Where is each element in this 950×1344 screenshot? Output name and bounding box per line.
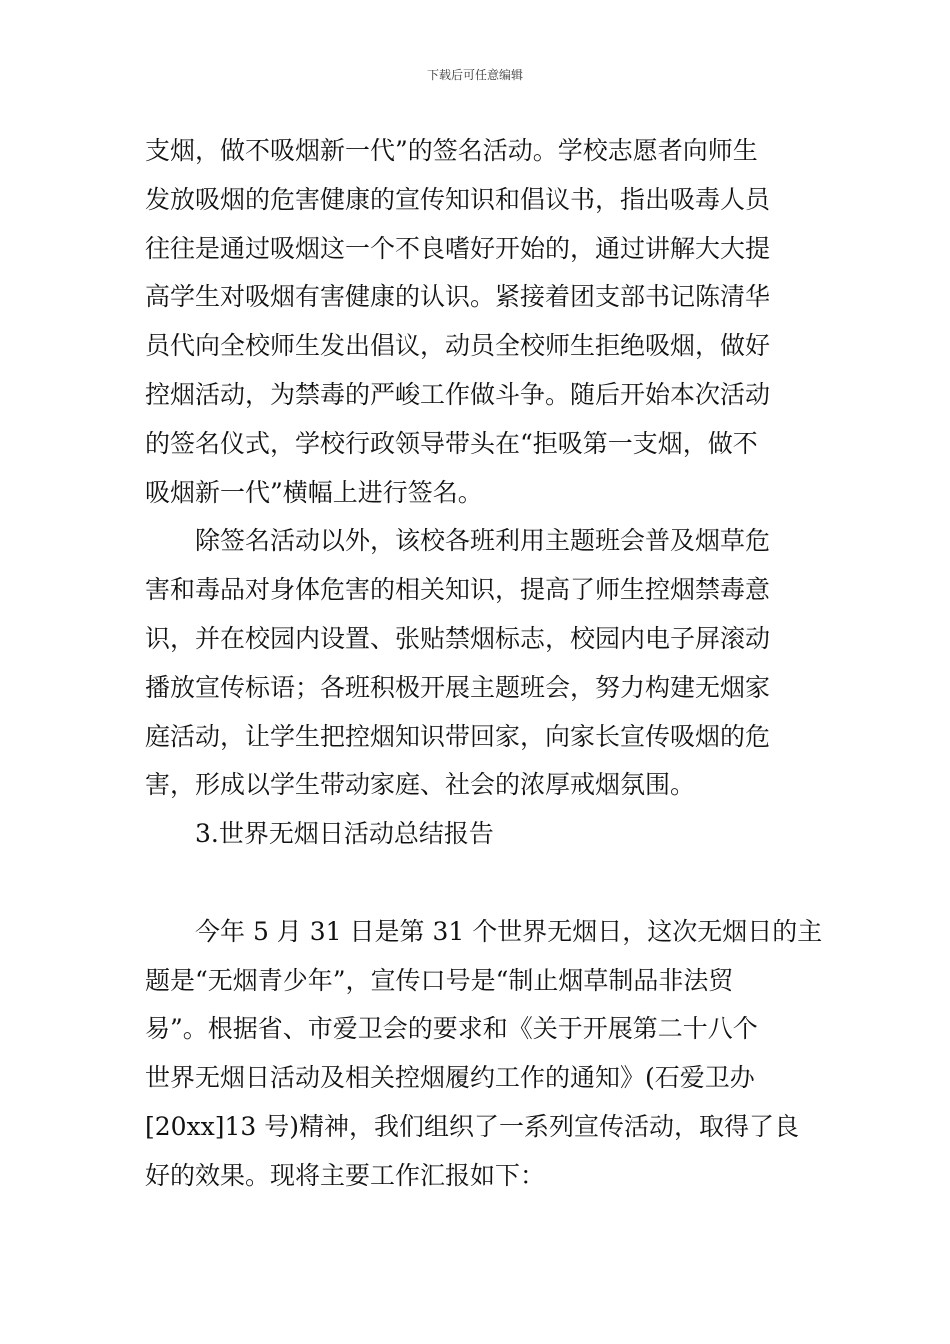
text-line: 识，并在校园内设置、张贴禁烟标志，校园内电子屏滚动: [145, 623, 771, 653]
text-line: 害，形成以学生带动家庭、社会的浓厚戒烟氛围。: [145, 770, 696, 800]
text-line: 今年 5 月 31 日是第 31 个世界无烟日，这次无烟日的主: [195, 916, 823, 946]
paragraph-2: [145, 517, 810, 810]
text-line: 高学生对吸烟有害健康的认识。紧接着团支部书记陈清华: [145, 282, 771, 312]
paragraph-1: [145, 127, 810, 517]
text-line: 控烟活动，为禁毒的严峻工作做斗争。随后开始本次活动: [145, 379, 771, 409]
text-line: 除签名活动以外，该校各班利用主题班会普及烟草危: [195, 526, 771, 556]
blank-line: [145, 859, 810, 908]
text-line: 题是“无烟青少年”，宣传口号是“制止烟草制品非法贸: [145, 965, 734, 995]
text-line: 发放吸烟的危害健康的宣传知识和倡议书，指出吸毒人员: [145, 184, 771, 214]
text-line: 支烟，做不吸烟新一代”的签名活动。学校志愿者向师生: [145, 136, 758, 165]
paragraph-3: [145, 908, 823, 1201]
section-heading: [145, 810, 810, 859]
text-line: 害和毒品对身体危害的相关知识，提高了师生控烟禁毒意: [145, 575, 771, 605]
text-line: 播放宣传标语；各班积极开展主题班会，努力构建无烟家: [145, 672, 771, 702]
text-line: 吸烟新一代”横幅上进行签名。: [145, 477, 483, 507]
text-line: 往往是通过吸烟这一个不良嗜好开始的，通过讲解大大提: [145, 233, 771, 263]
section-heading-text: 3.世界无烟日活动总结报告: [195, 819, 494, 849]
page-header: 下载后可任意编辑: [426, 68, 523, 82]
text-line: 世界无烟日活动及相关控烟履约工作的通知》(石爱卫办: [145, 1063, 755, 1093]
text-line: 易”。根据省、市爱卫会的要求和《关于开展第二十八个: [145, 1014, 758, 1044]
text-line: 庭活动，让学生把控烟知识带回家，向家长宣传吸烟的危: [145, 721, 771, 751]
text-line: 好的效果。现将主要工作汇报如下：: [145, 1160, 546, 1190]
text-line: [20xx]13 号)精神，我们组织了一系列宣传活动，取得了良: [145, 1111, 800, 1141]
text-line: 员代向全校师生发出倡议，动员全校师生拒绝吸烟，做好: [145, 331, 771, 361]
text-line: 的签名仪式，学校行政领导带头在“拒吸第一支烟，做不: [145, 428, 758, 458]
document-body: [145, 127, 823, 1201]
